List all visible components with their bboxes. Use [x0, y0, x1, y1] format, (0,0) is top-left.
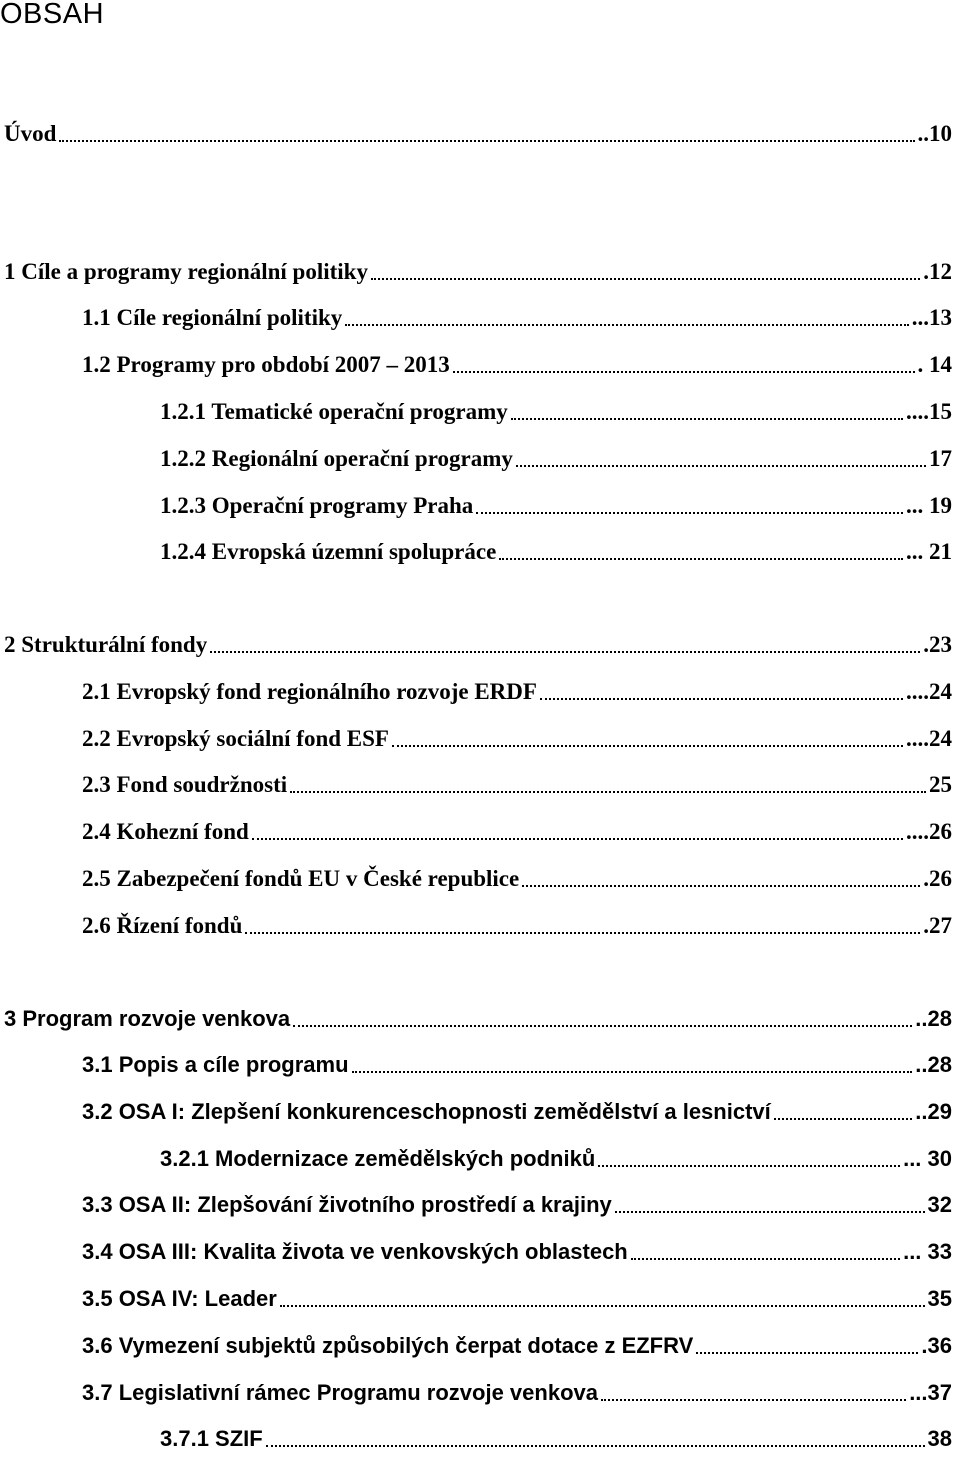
toc-entry[interactable] — [82, 1047, 952, 1079]
toc-dot-leader — [252, 838, 903, 840]
toc-entry-label: 1.2 Programy pro období 2007 – 2013 — [82, 352, 450, 377]
toc-entry-page: ....26 — [906, 819, 952, 844]
toc-entry-label: Úvod — [4, 121, 57, 146]
toc-dot-leader — [266, 1445, 925, 1447]
toc-dot-leader — [293, 1025, 912, 1027]
toc-entry[interactable] — [4, 116, 952, 148]
toc-entry[interactable] — [4, 1001, 952, 1033]
toc-entry-page: ... 30 — [903, 1146, 952, 1171]
toc-dot-leader — [453, 371, 915, 373]
toc-entry[interactable] — [82, 674, 952, 706]
toc-entry-page: ... 19 — [906, 493, 952, 518]
toc-dot-leader — [392, 745, 903, 747]
toc-entry[interactable] — [160, 441, 952, 473]
toc-entry[interactable] — [4, 627, 952, 659]
toc-entry[interactable] — [82, 1328, 952, 1360]
toc-entry-page: .12 — [923, 259, 952, 284]
toc-dot-leader — [516, 465, 926, 467]
toc-dot-leader — [499, 558, 903, 560]
toc-entry-page: 25 — [929, 772, 952, 797]
toc-entry-label: 3.6 Vymezení subjektů způsobilých čerpat dotace z EZFRV — [82, 1333, 694, 1358]
toc-entry-page: ..29 — [915, 1099, 952, 1124]
toc-dot-leader — [245, 932, 920, 934]
toc-entry-label: 2 Strukturální fondy — [4, 632, 208, 657]
toc-entry-page: .26 — [923, 866, 952, 891]
toc-entry[interactable] — [82, 1234, 952, 1266]
toc-entry-label: 3.4 OSA III: Kvalita života ve venkovských oblastech — [82, 1239, 628, 1264]
toc-entry-page: 32 — [927, 1192, 952, 1217]
toc-entry-label: 3.5 OSA IV: Leader — [82, 1286, 277, 1311]
toc-entry-page: 38 — [927, 1426, 952, 1451]
toc-dot-leader — [345, 324, 908, 326]
toc-entry-label: 2.1 Evropský fond regionálního rozvoje ERDF — [82, 679, 537, 704]
toc-dot-leader — [696, 1352, 918, 1354]
toc-entry[interactable] — [160, 488, 952, 520]
toc-entry-page: . 14 — [917, 352, 952, 377]
toc-entry-label: 2.2 Evropský sociální fond ESF — [82, 726, 389, 751]
toc-entry[interactable] — [82, 1094, 952, 1126]
toc-entry-label: 1.1 Cíle regionální politiky — [82, 305, 343, 330]
toc-dot-leader — [522, 885, 920, 887]
toc-entry-page: ...13 — [911, 305, 952, 330]
toc-entry[interactable] — [82, 1375, 952, 1407]
toc-dot-leader — [290, 791, 926, 793]
toc-entry-page: ....15 — [906, 399, 952, 424]
toc-entry-label: 1.2.4 Evropská územní spolupráce — [160, 539, 497, 564]
toc-entry[interactable] — [82, 767, 952, 799]
toc-dot-leader — [59, 140, 914, 142]
toc-dot-leader — [540, 698, 903, 700]
toc-entry-page: .23 — [923, 632, 952, 657]
toc-dot-leader — [774, 1118, 913, 1120]
toc-dot-leader — [601, 1399, 906, 1401]
toc-heading: OBSAH — [0, 0, 105, 30]
toc-entry-label: 3.1 Popis a cíle programu — [82, 1052, 349, 1077]
toc-entry-label: 1.2.1 Tematické operační programy — [160, 399, 508, 424]
toc-entry[interactable] — [82, 300, 952, 332]
toc-entry[interactable] — [82, 347, 952, 379]
toc-entry-label: 2.5 Zabezpečení fondů EU v České republice — [82, 866, 520, 891]
toc-dot-leader — [210, 651, 920, 653]
toc-dot-leader — [631, 1258, 900, 1260]
toc-entry-page: .36 — [921, 1333, 952, 1358]
toc-entry-label: 1.2.2 Regionální operační programy — [160, 446, 513, 471]
toc-dot-leader — [476, 512, 903, 514]
toc-entry-page: ..28 — [915, 1052, 952, 1077]
toc-entry[interactable] — [82, 1281, 952, 1313]
toc-entry-label: 1 Cíle a programy regionální politiky — [4, 259, 368, 284]
toc-entry-page: .27 — [923, 913, 952, 938]
toc-entry[interactable] — [82, 721, 952, 753]
toc-entry-label: 3.2.1 Modernizace zemědělských podniků — [160, 1146, 596, 1171]
toc-entry-label: 1.2.3 Operační programy Praha — [160, 493, 474, 518]
toc-entry-label: 3.2 OSA I: Zlepšení konkurenceschopnosti zemědělství a lesnictví — [82, 1099, 771, 1124]
toc-entry-label: 2.6 Řízení fondů — [82, 913, 243, 938]
toc-entry-label: 2.3 Fond soudržnosti — [82, 772, 288, 797]
toc-dot-leader — [598, 1165, 900, 1167]
toc-entry[interactable] — [160, 1141, 952, 1173]
toc-entry[interactable] — [160, 1421, 952, 1453]
toc-entry-label: 3.3 OSA II: Zlepšování životního prostředí a krajiny — [82, 1192, 612, 1217]
toc-entry-label: 3.7.1 SZIF — [160, 1426, 263, 1451]
toc-entry-page: ..28 — [915, 1006, 952, 1031]
toc-entry-page: ...37 — [909, 1380, 952, 1405]
toc-entry-label: 3.7 Legislativní rámec Programu rozvoje venkova — [82, 1380, 598, 1405]
toc-entry[interactable] — [82, 1187, 952, 1219]
toc-entry-page: ....24 — [906, 726, 952, 751]
toc-entry-page: ... 21 — [906, 539, 952, 564]
toc-entry-page: ..10 — [917, 121, 952, 146]
toc-entry-page: ... 33 — [903, 1239, 952, 1264]
toc-dot-leader — [280, 1305, 925, 1307]
toc-entry-page: 17 — [929, 446, 952, 471]
toc-entry[interactable] — [160, 394, 952, 426]
toc-entry-label: 2.4 Kohezní fond — [82, 819, 249, 844]
toc-entry[interactable] — [82, 861, 952, 893]
toc-entry-page: ....24 — [906, 679, 952, 704]
toc-entry[interactable] — [82, 814, 952, 846]
toc-entry-page: 35 — [927, 1286, 952, 1311]
toc-dot-leader — [615, 1211, 925, 1213]
toc-dot-leader — [352, 1071, 913, 1073]
toc-dot-leader — [371, 278, 920, 280]
toc-dot-leader — [511, 418, 903, 420]
toc-entry-label: 3 Program rozvoje venkova — [4, 1006, 291, 1031]
toc-entry[interactable] — [82, 908, 952, 940]
toc-entry[interactable] — [4, 254, 952, 286]
toc-entry[interactable] — [160, 534, 952, 566]
